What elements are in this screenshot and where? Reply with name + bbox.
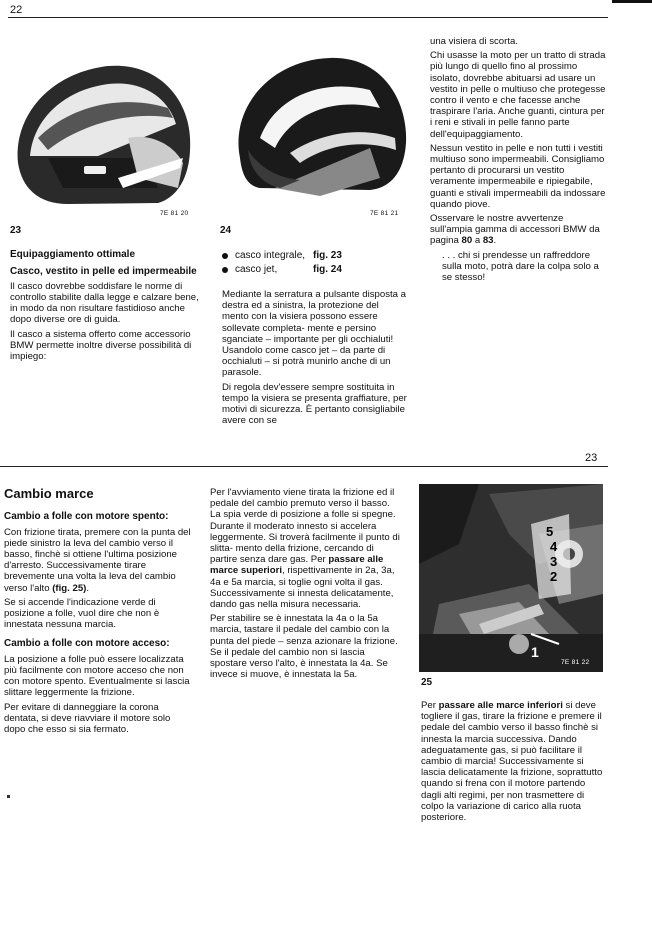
figure-25-ref: (fig. 25) <box>52 582 87 594</box>
figure-25-number: 25 <box>421 677 433 688</box>
restart-paragraph: Per evitare di danneggiare la corona dentata, si deve riavviare il motore solo dopo che esso si sia fermato. <box>4 701 171 736</box>
figure-24-image <box>220 38 410 208</box>
bullet-ref: fig. 23 <box>313 250 342 261</box>
clothing-paragraph-3 <box>430 213 608 247</box>
helmet-subheading: Casco, vestito in pelle ed impermeabile <box>10 266 197 278</box>
figure-23-image <box>8 38 198 208</box>
figure-25-image <box>419 484 603 672</box>
figure-24-code: 7E 81 21 <box>370 210 399 217</box>
visor-paragraph-2: Di regola dev'essere sempre sostituita in tempo la visiera se presenta graffiature, per motivi di sicurezza. È pertanto consigliabile avere con se <box>222 381 407 427</box>
visor-paragraph-1: Mediante la serratura a pulsante disposta a destra ed a sinistra, la protezione del mento con la visiera possono essere sollevate completa- mente e persino sganciate – importante per gli occhialuti! Usandolo come casco jet – da parte di occhialuti – si potrà munirlo anche di un parasole. <box>222 289 406 379</box>
neutral-on-subheading: Cambio a folle con motore acceso: <box>4 638 170 650</box>
page-number-22: 22 <box>10 4 23 16</box>
accessory-text: Osservare le nostre avvertenze sull'ampia gamma di accessori BMW da pagina <box>430 213 600 247</box>
figure-23-number: 23 <box>10 225 22 236</box>
figure-24-number: 24 <box>220 225 232 236</box>
bullet-integral <box>222 249 407 263</box>
figure-25-code: 7E 81 22 <box>561 659 590 666</box>
downshift-paragraph <box>421 700 603 823</box>
downshift-end: si deve togliere il gas, tirare la frizione e premere il pedale del cambio verso il basso finchè si innesta la marcia successiva. Dando adeguatamente gas, si può facilitare il cambio di marcia! Successivamente si lascia delicatamente la frizione, soprattutto quando si frena con il motore partendo dagli alti regimi, per non trasmettere di colpo la variazione di carico alla ruota posteriore. <box>421 700 603 824</box>
neutral-off-paragraph <box>4 527 194 594</box>
neutral-on-paragraph: La posizione a folle può essere localizzata più facilmente con motore acceso che non con motore spento. Eventualmente si lascia slittare leggermente la frizione. <box>4 653 190 699</box>
accessory-text-end: . <box>493 235 497 247</box>
neutral-off-text: Con frizione tirata, premere con la punta del piede sinistro la leva del cambio verso il basso, finchè si ottiene l'ultima posizione d'arresto. Successivamente tirare brevemente una volta la leva del cambio verso l'alto <box>4 526 191 594</box>
column-clothing <box>430 36 608 286</box>
upshift-paragraph <box>210 487 402 610</box>
section-title: Cambio marce <box>4 486 94 501</box>
column-gear-down <box>421 700 603 826</box>
page-divider-rule <box>0 466 608 467</box>
downshift-text: Per <box>421 700 439 711</box>
header-rule <box>8 17 608 18</box>
page-number-23: 23 <box>585 452 598 464</box>
clothing-paragraph-2: Nessun vestito in pelle e non tutti i vestiti multiuso sono impermeabili. Consigliamo pertanto di procurarsi un vestito veramente impermeabile e ripiegabile, guanti e stivali impermeabili da indossare quando piove. <box>430 142 606 210</box>
column-helmet-types <box>222 249 407 429</box>
bullet-label: casco jet, <box>235 264 278 275</box>
column-equipment <box>10 249 205 365</box>
gear-check-paragraph: Per stabilire se è innestata la 4a o la 5a marcia, tastare il pedale del cambio con la punta del piede – senza azionare la frizione. Se il pedale del cambio non si lascia spostare verso l'alto, è innestata la 4a. Se invece si muove, è innestata la 5a. <box>210 613 398 681</box>
gear-label-1: 1 <box>531 644 539 660</box>
stray-mark <box>7 795 10 798</box>
gear-label-3: 3 <box>550 554 558 569</box>
upshift-bold: passare alle marce superiori <box>210 554 384 577</box>
column-gear-up <box>210 487 402 683</box>
bullet-dot <box>222 253 228 259</box>
downshift-bold: passare alle marce inferiori <box>438 700 563 711</box>
helmet-paragraph-1: Il casco dovrebbe soddisfare le norme di controllo stabilite dalla legge e calzare bene, in modo da non risultare fastidioso anche dopo diverse ore di guida. <box>10 280 199 326</box>
upshift-end: , rispettivamente in 2a, 3a, 4a e 5a marcia, si toglie ogni volta il gas. Successivamente si innesta delicatamente, dando gas nella misura necessaria. <box>210 565 395 611</box>
gear-label-5: 5 <box>546 524 554 539</box>
bullet-ref: fig. 24 <box>313 264 342 275</box>
neutral-off-subheading: Cambio a folle con motore spento: <box>4 511 169 522</box>
neutral-indicator-paragraph: Se si accende l'indicazione verde di posizione a folle, vuol dire che non è innestata nessuna marcia. <box>4 596 160 631</box>
bullet-jet <box>222 263 407 277</box>
helmet-paragraph-2: Il casco a sistema offerto come accessorio BMW permette inoltre diverse possibilità di impiego: <box>10 328 192 362</box>
accessory-text-mid: a <box>472 235 483 247</box>
clothing-paragraph-0: una visiera di scorta. <box>430 36 518 47</box>
bullet-label: casco integrale, <box>235 250 306 261</box>
bullet-dot <box>222 267 228 273</box>
accessory-page-from: 80 <box>461 235 473 247</box>
accessory-page-to: 83 <box>482 235 494 247</box>
corner-mark <box>612 0 652 3</box>
column-gear-neutral <box>4 511 194 738</box>
clothing-paragraph-4: . . . chi si prendesse un raffreddore sulla moto, potrà dare la colpa solo a se stesso! <box>442 249 599 284</box>
figure-23-code: 7E 81 20 <box>160 210 189 217</box>
clothing-paragraph-1: Chi usasse la moto per un tratto di strada più lungo di quello fino al prossimo isolato, dovrebbe abituarsi ad usare un vestito in pelle o multiuso che protegesse contro il vento e che facesse anche traspirare l'aria. Anche guanti, cintura per i reni e stivali in pelle fanno parte dell'equipaggiamento. <box>430 50 606 140</box>
equipment-heading: Equipaggiamento ottimale <box>10 249 136 260</box>
gear-label-4: 4 <box>550 539 558 554</box>
gear-label-2: 2 <box>550 569 558 584</box>
neutral-off-end: . <box>86 582 90 594</box>
upshift-text: Per l'avviamento viene tirata la frizione ed il pedale del cambio premuto verso il basso. La spia verde di posizione a folle si spegne. Durante il moderato innesto si accelera leggermente. Si troverà facilmente il punto di slitta- mento della frizione, cercando di partire senza dare gas. Per <box>210 487 400 566</box>
